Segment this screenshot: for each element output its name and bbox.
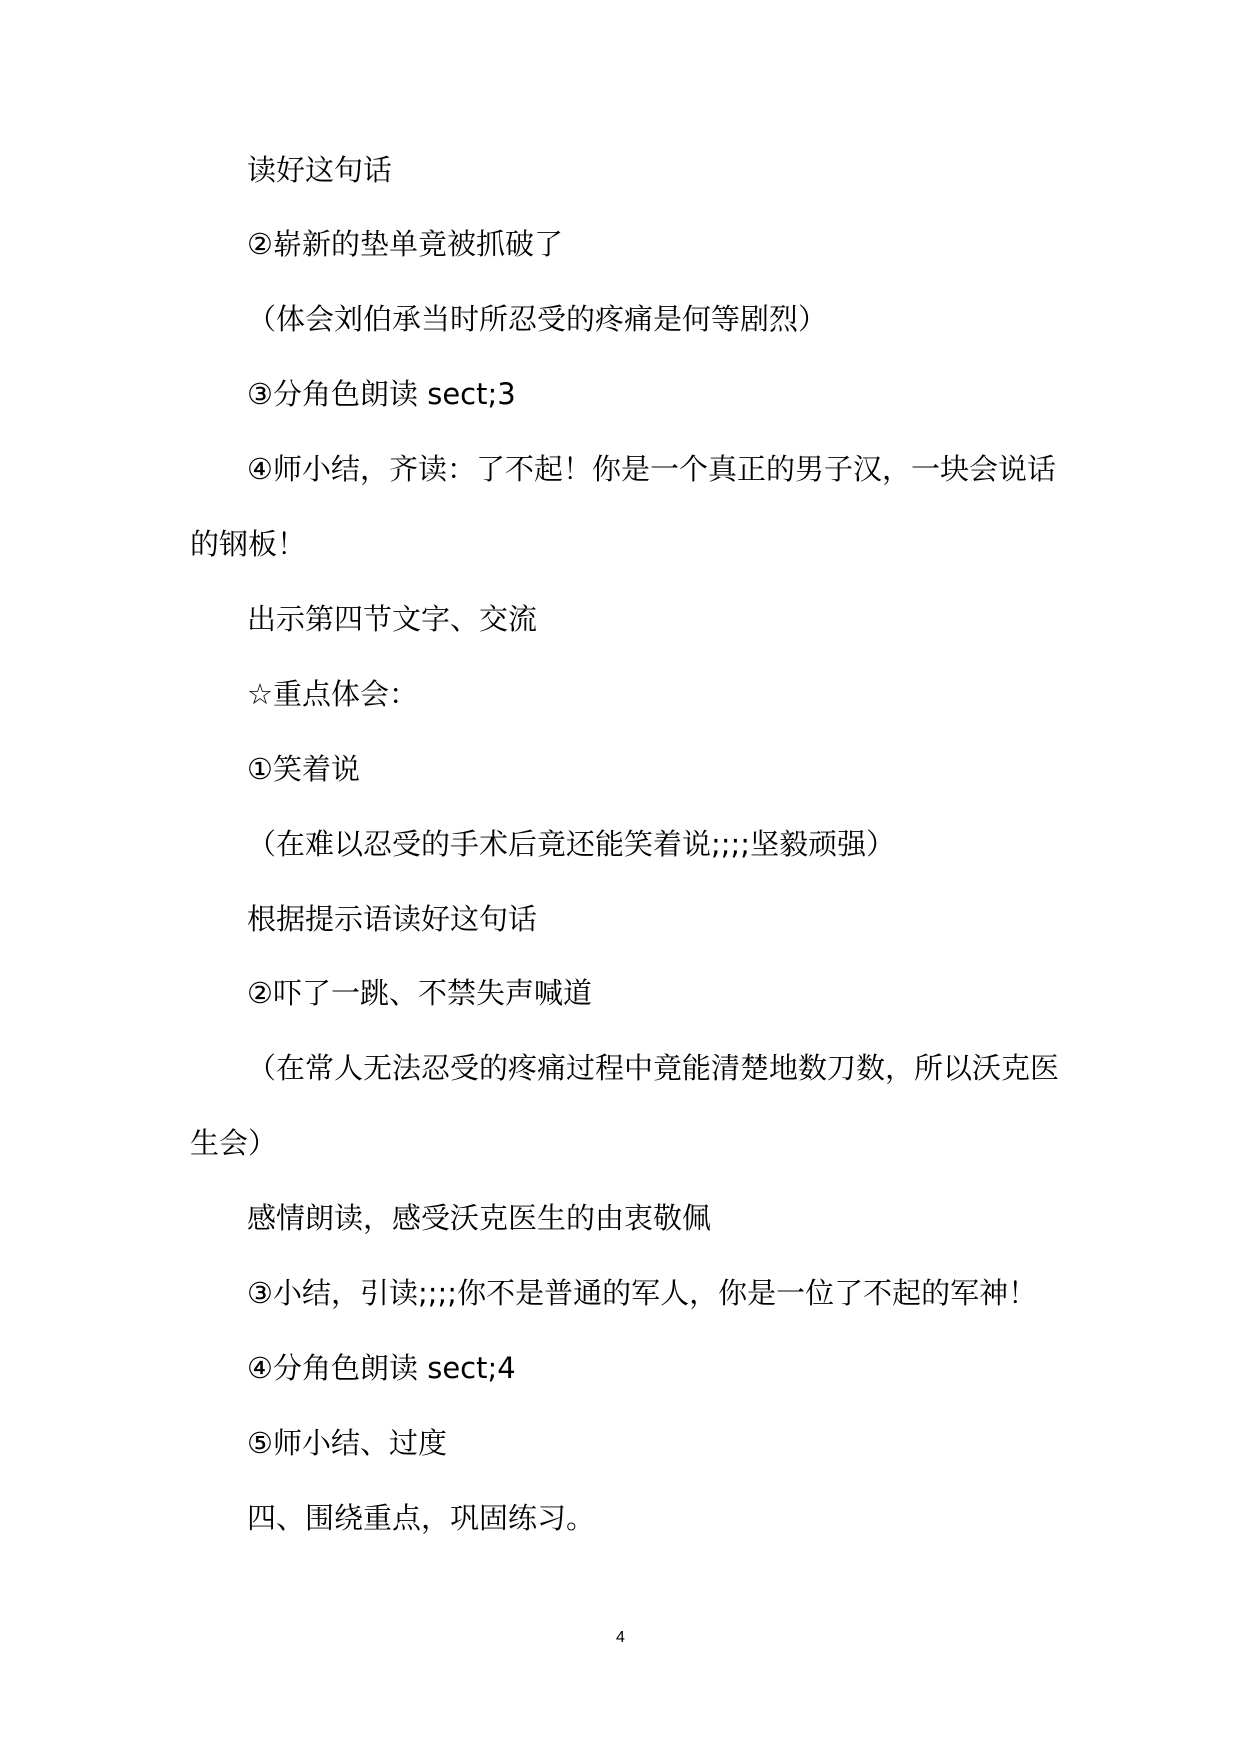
paragraph-line: ③分角色朗读 sect;3: [247, 377, 516, 411]
paragraph-line: 感情朗读，感受沃克医生的由衷敬佩: [247, 1201, 712, 1235]
paragraph-line: ⑤师小结、过度: [247, 1426, 447, 1460]
paragraph-line: （体会刘伯承当时所忍受的疼痛是何等剧烈）: [247, 302, 828, 336]
paragraph-line: ④师小结，齐读：了不起！你是一个真正的男子汉，一块会说话: [247, 452, 1056, 486]
paragraph-line: ☆重点体会：: [247, 677, 418, 711]
paragraph-line: ②吓了一跳、不禁失声喊道: [247, 976, 592, 1010]
page-number: 4: [616, 1629, 625, 1646]
paragraph-line: （在难以忍受的手术后竟还能笑着说;;;;坚毅顽强）: [247, 827, 896, 861]
paragraph-line-continued: 的钢板！: [190, 527, 307, 561]
paragraph-line: ②崭新的垫单竟被抓破了: [247, 227, 563, 261]
paragraph-line: 出示第四节文字、交流: [247, 602, 538, 636]
paragraph-line: 读好这句话: [247, 153, 393, 187]
paragraph-line: （在常人无法忍受的疼痛过程中竟能清楚地数刀数，所以沃克医: [247, 1051, 1060, 1085]
paragraph-line: 根据提示语读好这句话: [247, 902, 538, 936]
paragraph-line: ①笑着说: [247, 752, 360, 786]
paragraph-line: 四、围绕重点，巩固练习。: [247, 1501, 596, 1535]
paragraph-line: ④分角色朗读 sect;4: [247, 1351, 516, 1385]
paragraph-line-continued: 生会）: [190, 1126, 278, 1160]
paragraph-line: ③小结，引读;;;;你不是普通的军人，你是一位了不起的军神！: [247, 1276, 1038, 1310]
